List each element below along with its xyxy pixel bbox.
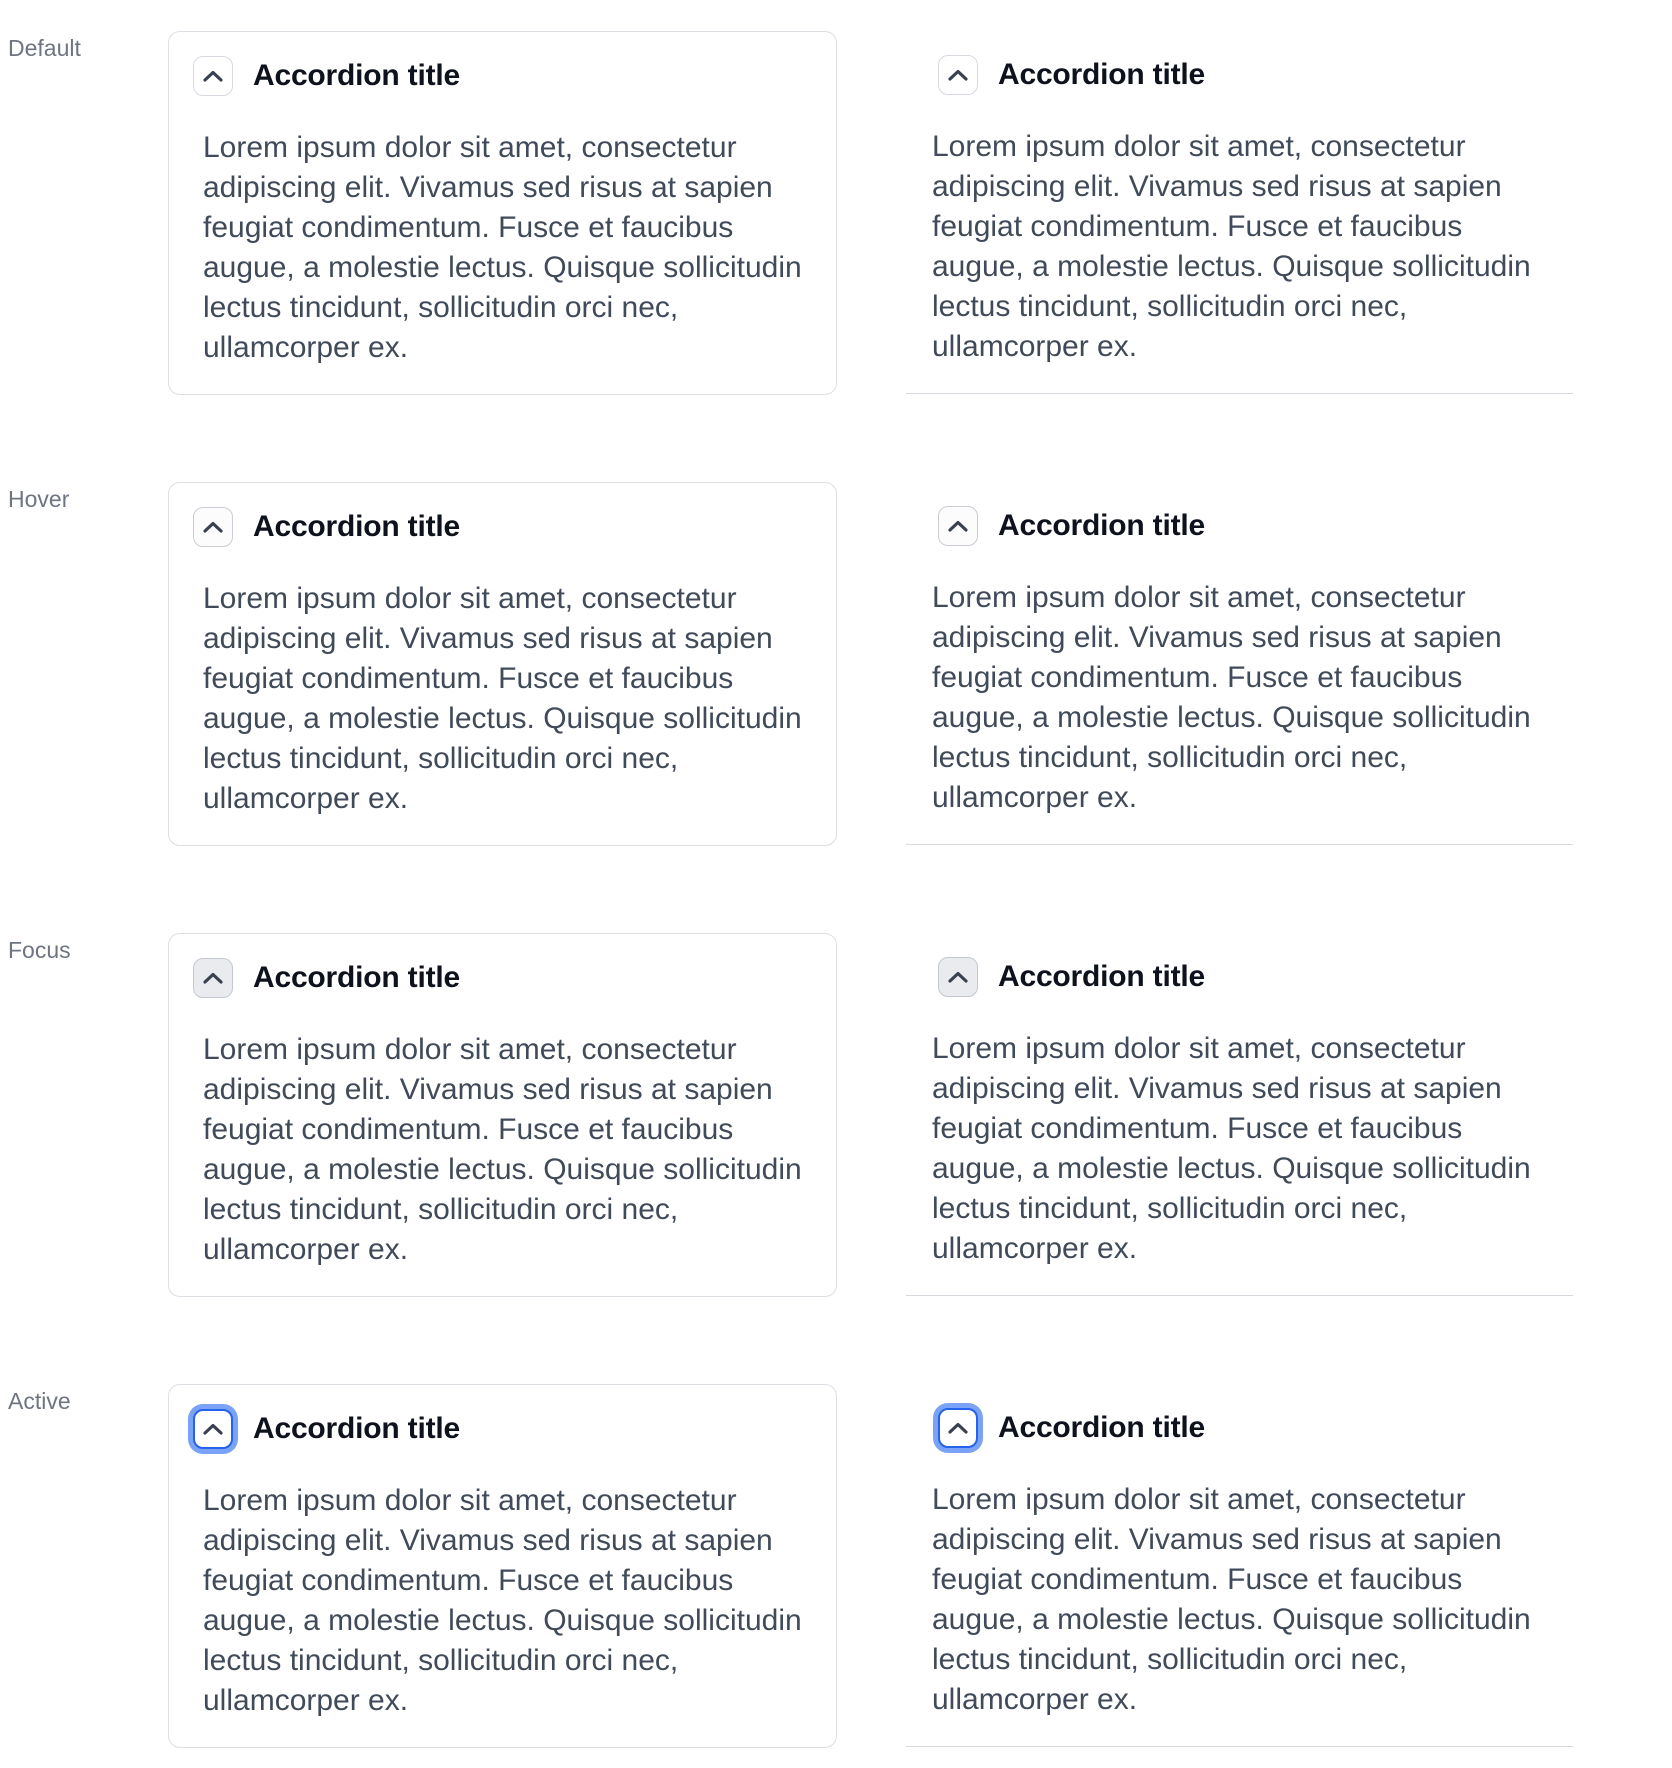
accordion-card-borderless: [906, 31, 1573, 394]
chevron-up-icon: [948, 69, 968, 81]
accordion-body: Lorem ipsum dolor sit amet, consectetur adipiscing elit. Vivamus sed risus at sapien feugiat condimentum. Fusce et faucibus augue, a molestie lectus. Quisque sollicitudin lectus tincidunt, sollicitudin orci nec, ullamcorper ex.: [932, 1032, 1531, 1265]
accordion-card-bordered: [168, 482, 837, 846]
accordion-card-bordered: [168, 31, 837, 395]
accordion-title: Accordion title: [253, 59, 461, 92]
accordion-toggle-button[interactable]: [938, 55, 978, 95]
accordion-title: Accordion title: [998, 509, 1206, 542]
chevron-up-icon: [203, 521, 223, 533]
state-label-default: Default: [8, 35, 81, 61]
accordion-toggle-button[interactable]: [193, 958, 233, 998]
state-row-focus: [0, 933, 1672, 1297]
state-row-hover: [0, 482, 1672, 846]
accordion-header: [938, 506, 1573, 546]
chevron-up-icon: [948, 1422, 968, 1434]
accordion-title: Accordion title: [253, 961, 461, 994]
state-row-default: [0, 31, 1672, 395]
accordion-header: [193, 958, 812, 998]
accordion-body: Lorem ipsum dolor sit amet, consectetur adipiscing elit. Vivamus sed risus at sapien feugiat condimentum. Fusce et faucibus augue, a molestie lectus. Quisque sollicitudin lectus tincidunt, sollicitudin orci nec, ullamcorper ex.: [932, 1483, 1531, 1716]
accordion-header: [938, 55, 1573, 95]
accordion-title: Accordion title: [253, 1412, 461, 1445]
accordion-card-bordered: [168, 1384, 837, 1748]
accordion-card-borderless: [906, 482, 1573, 845]
accordion-header: [193, 507, 812, 547]
accordion-body: Lorem ipsum dolor sit amet, consectetur adipiscing elit. Vivamus sed risus at sapien feugiat condimentum. Fusce et faucibus augue, a molestie lectus. Quisque sollicitudin lectus tincidunt, sollicitudin orci nec, ullamcorper ex.: [203, 1033, 802, 1266]
state-label-hover: Hover: [8, 486, 70, 512]
state-label-active: Active: [8, 1388, 71, 1414]
chevron-up-icon: [948, 971, 968, 983]
chevron-up-icon: [203, 70, 223, 82]
accordion-states-sheet: [0, 31, 1672, 1748]
state-label-focus: Focus: [8, 937, 71, 963]
accordion-body: Lorem ipsum dolor sit amet, consectetur adipiscing elit. Vivamus sed risus at sapien feugiat condimentum. Fusce et faucibus augue, a molestie lectus. Quisque sollicitudin lectus tincidunt, sollicitudin orci nec, ullamcorper ex.: [203, 1484, 802, 1717]
chevron-up-icon: [203, 972, 223, 984]
accordion-header: [193, 1409, 812, 1449]
accordion-card-borderless: [906, 933, 1573, 1296]
chevron-up-icon: [948, 520, 968, 532]
accordion-toggle-button[interactable]: [938, 1408, 978, 1448]
accordion-toggle-button[interactable]: [938, 506, 978, 546]
accordion-title: Accordion title: [998, 960, 1206, 993]
accordion-body: Lorem ipsum dolor sit amet, consectetur adipiscing elit. Vivamus sed risus at sapien feugiat condimentum. Fusce et faucibus augue, a molestie lectus. Quisque sollicitudin lectus tincidunt, sollicitudin orci nec, ullamcorper ex.: [203, 582, 802, 815]
accordion-card-borderless: [906, 1384, 1573, 1747]
accordion-card-bordered: [168, 933, 837, 1297]
accordion-toggle-button[interactable]: [938, 957, 978, 997]
accordion-header: [938, 957, 1573, 997]
accordion-body: Lorem ipsum dolor sit amet, consectetur adipiscing elit. Vivamus sed risus at sapien feugiat condimentum. Fusce et faucibus augue, a molestie lectus. Quisque sollicitudin lectus tincidunt, sollicitudin orci nec, ullamcorper ex.: [932, 130, 1531, 363]
accordion-title: Accordion title: [253, 510, 461, 543]
accordion-title: Accordion title: [998, 1411, 1206, 1444]
accordion-toggle-button[interactable]: [193, 1409, 233, 1449]
accordion-toggle-button[interactable]: [193, 56, 233, 96]
accordion-header: [938, 1408, 1573, 1448]
chevron-up-icon: [203, 1423, 223, 1435]
accordion-body: Lorem ipsum dolor sit amet, consectetur adipiscing elit. Vivamus sed risus at sapien feugiat condimentum. Fusce et faucibus augue, a molestie lectus. Quisque sollicitudin lectus tincidunt, sollicitudin orci nec, ullamcorper ex.: [203, 131, 802, 364]
accordion-body: Lorem ipsum dolor sit amet, consectetur adipiscing elit. Vivamus sed risus at sapien feugiat condimentum. Fusce et faucibus augue, a molestie lectus. Quisque sollicitudin lectus tincidunt, sollicitudin orci nec, ullamcorper ex.: [932, 581, 1531, 814]
accordion-toggle-button[interactable]: [193, 507, 233, 547]
accordion-title: Accordion title: [998, 58, 1206, 91]
state-row-active: [0, 1384, 1672, 1748]
accordion-header: [193, 56, 812, 96]
